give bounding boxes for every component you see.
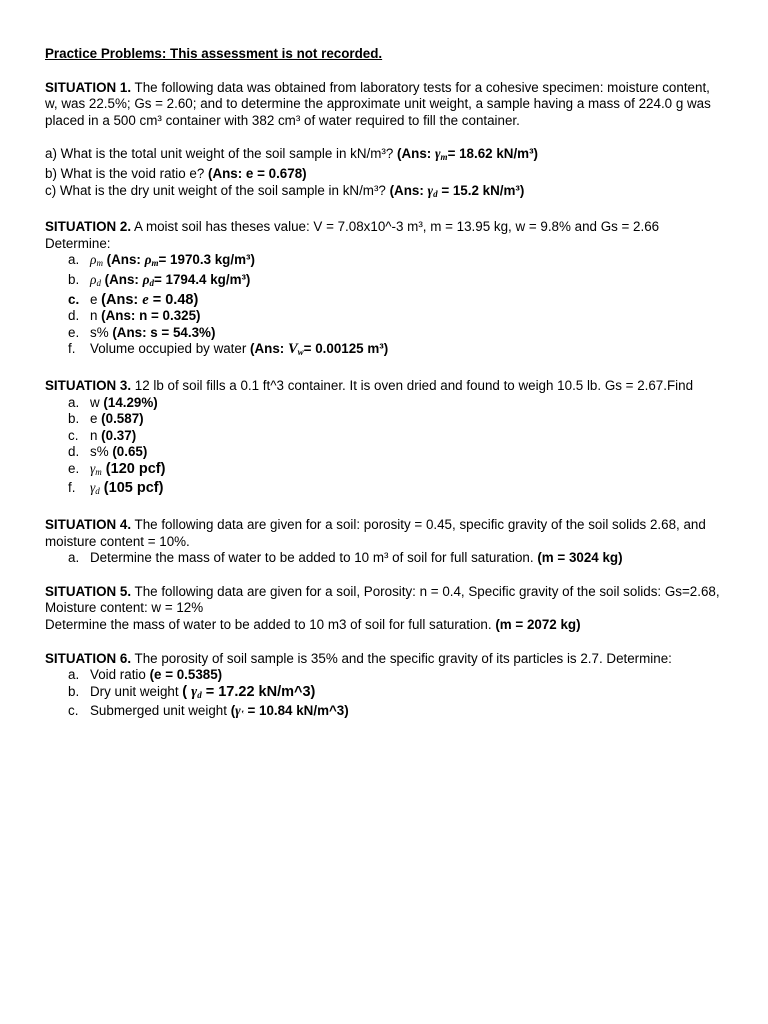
v-symbol: V bbox=[287, 341, 298, 358]
list-item bbox=[45, 325, 725, 342]
item-text: s% bbox=[90, 324, 113, 340]
answer-prefix: (Ans: bbox=[101, 291, 143, 308]
answer bbox=[101, 292, 198, 308]
answer-value: = 15.2 kN/m³) bbox=[437, 182, 525, 198]
list-item bbox=[45, 428, 725, 445]
item-marker: a. bbox=[68, 667, 80, 683]
list-item bbox=[45, 550, 725, 567]
symbol-subscript: ‛ bbox=[240, 709, 244, 720]
answer: (105 pcf) bbox=[99, 480, 164, 497]
answer bbox=[101, 272, 250, 287]
list-item bbox=[45, 395, 725, 412]
list-item bbox=[45, 252, 725, 272]
item-text: w bbox=[90, 394, 104, 410]
situation-5-text: The following data are given for a soil, Porosity: n = 0.4, Specific gravity of the soil solids: Gs=2.68, Moisture content: w = 12% bbox=[45, 583, 720, 616]
situation-1-statement bbox=[45, 80, 725, 130]
document-content bbox=[45, 46, 725, 740]
answer bbox=[231, 703, 349, 718]
situation-2-heading: SITUATION 2. bbox=[45, 219, 132, 235]
answer bbox=[250, 341, 388, 356]
gamma-symbol: γ bbox=[235, 703, 241, 719]
situation-6-text: The porosity of soil sample is 35% and the specific gravity of its particles is 2.7. Determine: bbox=[131, 650, 672, 666]
situation-3-heading: SITUATION 3. bbox=[45, 377, 132, 393]
item-text: n bbox=[90, 308, 102, 324]
e-symbol: e bbox=[142, 291, 149, 308]
list-item bbox=[45, 667, 725, 684]
item-marker: d. bbox=[68, 308, 80, 324]
answer: (120 pcf) bbox=[101, 460, 166, 477]
answer-prefix: (Ans: bbox=[250, 341, 288, 357]
answer-prefix: ( bbox=[182, 683, 192, 700]
answer-prefix: (Ans: bbox=[102, 252, 145, 268]
item-marker: c. bbox=[68, 427, 79, 443]
answer bbox=[397, 146, 538, 161]
situation-3 bbox=[45, 378, 725, 500]
question-text: b) What is the void ratio e? bbox=[45, 165, 208, 181]
item-text: Determine the mass of water to be added to 10 m³ of soil for full saturation. bbox=[90, 550, 538, 566]
symbol-subscript: w bbox=[297, 347, 304, 358]
item-marker: e. bbox=[68, 460, 80, 476]
answer bbox=[103, 252, 255, 267]
situation-1-heading: SITUATION 1. bbox=[45, 79, 132, 95]
situation-6 bbox=[45, 651, 725, 723]
list-item bbox=[45, 341, 725, 361]
item-marker: f. bbox=[68, 341, 76, 357]
symbol-subscript: d bbox=[95, 486, 100, 497]
symbol-subscript: m bbox=[440, 152, 448, 163]
item-text: n bbox=[90, 427, 102, 443]
item-marker: c. bbox=[68, 291, 80, 307]
situation-3-items bbox=[45, 395, 725, 501]
item-text: Submerged unit weight bbox=[90, 703, 231, 719]
situation-2-items bbox=[45, 252, 725, 361]
symbol-subscript: d bbox=[433, 188, 438, 199]
item-marker: b. bbox=[68, 411, 80, 427]
situation-2-text: A moist soil has theses value: V = 7.08x10^-3 m³, m = 13.95 kg, w = 9.8% and Gs = 2.66 bbox=[131, 219, 660, 235]
answer: (e = 0.5385) bbox=[149, 667, 223, 683]
situation-6-items bbox=[45, 667, 725, 723]
gamma-symbol: γ bbox=[427, 182, 434, 198]
situation-1-question-c bbox=[45, 183, 725, 203]
item-marker: d. bbox=[68, 444, 80, 460]
situation-5-heading: SITUATION 5. bbox=[45, 583, 132, 599]
situation-2-statement bbox=[45, 219, 725, 236]
answer-value: = 1970.3 kg/m³) bbox=[158, 252, 255, 268]
situation-6-statement bbox=[45, 651, 725, 668]
question-text: Determine the mass of water to be added to 10 m3 of soil for full saturation. bbox=[45, 617, 496, 633]
situation-1 bbox=[45, 80, 725, 203]
answer-value: = 0.00125 m³) bbox=[303, 341, 389, 357]
item-text: s% bbox=[90, 444, 113, 460]
item-text: e bbox=[90, 411, 102, 427]
symbol-subscript: m bbox=[151, 258, 159, 269]
situation-5 bbox=[45, 584, 725, 634]
answer: (Ans: n = 0.325) bbox=[101, 308, 201, 324]
list-item bbox=[45, 411, 725, 428]
answer: (Ans: e = 0.678) bbox=[208, 165, 307, 181]
item-marker: a. bbox=[68, 252, 80, 268]
symbol-subscript: d bbox=[149, 277, 154, 288]
rho-symbol: ρ bbox=[142, 271, 150, 287]
answer: (0.37) bbox=[101, 427, 137, 443]
item-text: Void ratio bbox=[90, 667, 150, 683]
gamma-symbol: γ bbox=[191, 683, 198, 700]
list-item bbox=[45, 308, 725, 325]
list-item bbox=[45, 684, 725, 704]
page-title: Practice Problems: This assessment is not recorded. bbox=[45, 46, 383, 61]
item-marker: b. bbox=[68, 683, 80, 699]
item-text: Dry unit weight bbox=[90, 683, 183, 699]
answer-prefix: (Ans: bbox=[397, 146, 435, 162]
situation-1-question-a bbox=[45, 146, 725, 166]
answer-prefix: (Ans: bbox=[100, 271, 143, 287]
symbol-subscript: d bbox=[197, 689, 202, 700]
answer-value: = 18.62 kN/m³) bbox=[447, 146, 538, 162]
list-item bbox=[45, 461, 725, 481]
item-marker: b. bbox=[68, 271, 80, 287]
gamma-symbol: γ bbox=[90, 480, 96, 496]
situation-4 bbox=[45, 517, 725, 567]
item-marker: a. bbox=[68, 550, 80, 566]
answer bbox=[182, 684, 315, 700]
item-marker: a. bbox=[68, 394, 80, 410]
symbol-subscript: d bbox=[96, 277, 101, 288]
situation-1-text: The following data was obtained from laboratory tests for a cohesive specimen: moisture content, w, was 22.5%; Gs = 2.60; and to determine the approximate unit weight, a sample having a mass of 224.0 g was placed in a 500 cm³ container with 382 cm³ of water required to fill the container. bbox=[45, 79, 711, 128]
list-item bbox=[45, 444, 725, 461]
situation-3-statement bbox=[45, 378, 725, 395]
symbol-subscript: m bbox=[95, 466, 102, 477]
answer: (14.29%) bbox=[103, 394, 158, 410]
answer: (Ans: s = 54.3%) bbox=[112, 324, 216, 340]
situation-4-text: The following data are given for a soil: porosity = 0.45, specific gravity of the soil solids 2.68, and moisture content = 10%. bbox=[45, 517, 706, 549]
item-marker: f. bbox=[68, 480, 76, 496]
answer-prefix: ( bbox=[230, 703, 236, 719]
situation-5-question bbox=[45, 617, 725, 634]
situation-4-heading: SITUATION 4. bbox=[45, 517, 132, 533]
item-marker: c. bbox=[68, 703, 79, 719]
list-item bbox=[45, 480, 725, 500]
situation-2 bbox=[45, 219, 725, 361]
answer bbox=[390, 183, 525, 198]
list-item bbox=[45, 703, 725, 723]
answer-prefix: (Ans: bbox=[389, 182, 428, 198]
item-text: Volume occupied by water bbox=[90, 341, 251, 357]
answer-value: = 1794.4 kg/m³) bbox=[154, 271, 251, 287]
answer-value: = 17.22 kN/m^3) bbox=[201, 683, 316, 700]
list-item bbox=[45, 292, 725, 309]
rho-symbol: ρ bbox=[90, 271, 97, 287]
symbol-subscript: m bbox=[96, 258, 103, 269]
rho-symbol: ρ bbox=[144, 252, 152, 268]
situation-5-statement bbox=[45, 584, 725, 617]
gamma-symbol: γ bbox=[434, 146, 441, 162]
answer-value: = 0.48) bbox=[148, 291, 199, 308]
list-item bbox=[45, 272, 725, 292]
rho-symbol: ρ bbox=[90, 252, 97, 268]
situation-2-instruction: Determine: bbox=[45, 235, 111, 251]
answer: (m = 3024 kg) bbox=[537, 550, 623, 566]
question-text: c) What is the dry unit weight of the soil sample in kN/m³? bbox=[45, 182, 390, 198]
item-text: e bbox=[90, 291, 102, 307]
situation-3-text: 12 lb of soil fills a 0.1 ft^3 container. It is oven dried and found to weigh 10.5 lb. Gs = 2.67.Find bbox=[131, 377, 694, 393]
situation-4-statement bbox=[45, 517, 725, 550]
answer: (0.587) bbox=[101, 411, 144, 427]
gamma-symbol: γ bbox=[90, 460, 96, 476]
situation-4-items bbox=[45, 550, 725, 567]
situation-1-question-b bbox=[45, 166, 725, 183]
question-text: a) What is the total unit weight of the soil sample in kN/m³? bbox=[45, 146, 398, 162]
situation-6-heading: SITUATION 6. bbox=[45, 650, 132, 666]
answer-value: = 10.84 kN/m^3) bbox=[243, 703, 349, 719]
answer: (m = 2072 kg) bbox=[495, 617, 581, 633]
answer: (0.65) bbox=[112, 444, 148, 460]
item-marker: e. bbox=[68, 324, 80, 340]
